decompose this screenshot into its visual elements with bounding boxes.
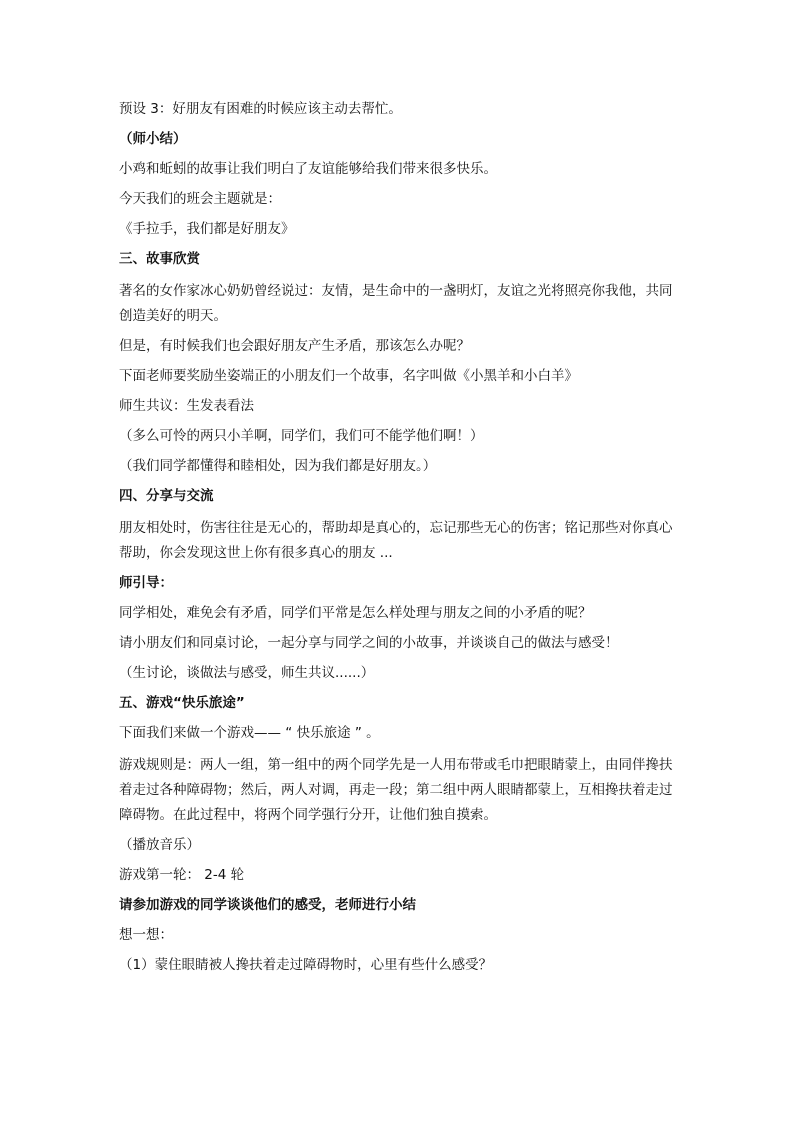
- conflict-question-line: 但是，有时候我们也会跟好朋友产生矛盾，那该怎么办呢？: [119, 338, 470, 354]
- document-body: [119, 99, 679, 985]
- game-feedback-line: 请参加游戏的同学谈谈他们的感受，老师进行小结: [119, 897, 416, 913]
- students-discuss-line: （生讨论，谈做法与感受，师生共议......）: [119, 665, 375, 681]
- bingxin-quote-paragraph: 著名的女作家冰心奶奶曾经说过：友情，是生命中的一盏明灯，友谊之光将照亮你我他，共同创造美好的明天。: [119, 283, 673, 324]
- teacher-guide-label: 师引导：: [119, 575, 173, 591]
- pitiful-lambs-line: （多么可怜的两只小羊啊，同学们，我们可不能学他们啊！）: [119, 428, 484, 444]
- story-intro-line: 下面老师要奖励坐姿端正的小朋友们一个故事，名字叫做《小黑羊和小白羊》: [119, 368, 578, 384]
- section-4-heading: 四、分享与交流: [119, 488, 214, 504]
- game-rules-paragraph: 游戏规则是：两人一组，第一组中的两个同学先是一人用布带或毛巾把眼睛蒙上，由同伴搀扶着走过各种障碍物；然后，两人对调，再走一段；第二组中两人眼睛都蒙上，互相搀扶着走过障碍物。在此过程中，将两个同学强行分开，让他们独自摸索。: [119, 757, 673, 823]
- play-music-line: （播放音乐）: [119, 837, 200, 853]
- classmates-conflict-line: 同学相处，难免会有矛盾，同学们平常是怎么样处理与朋友之间的小矛盾的呢？: [119, 605, 592, 621]
- game-intro-line: 下面我们来做一个游戏—— “ 快乐旅途 ” 。: [119, 725, 380, 741]
- preset-3-line: 预设 3：好朋友有困难的时候应该主动去帮忙。: [119, 101, 402, 117]
- section-3-heading: 三、故事欣赏: [119, 251, 200, 267]
- chick-earthworm-line: 小鸡和蚯蚓的故事让我们明白了友谊能够给我们带来很多快乐。: [119, 161, 497, 177]
- game-round-line: 游戏第一轮： 2-4 轮: [119, 867, 245, 883]
- harmony-line: （我们同学都懂得和睦相处，因为我们都是好朋友。）: [119, 458, 437, 474]
- teacher-summary-label: （师小结）: [119, 131, 187, 147]
- friendship-paragraph: 朋友相处时，伤害往往是无心的，帮助却是真心的，忘记那些无心的伤害；铭记那些对你真心帮助，你会发现这世上你有很多真心的朋友 ...: [119, 520, 673, 561]
- deskmate-discussion-line: 请小朋友们和同桌讨论，一起分享与同学之间的小故事，并谈谈自己的做法与感受！: [119, 635, 619, 651]
- theme-intro-line: 今天我们的班会主题就是：: [119, 191, 281, 207]
- section-5-heading: 五、游戏“快乐旅途”: [119, 695, 245, 711]
- discussion-line: 师生共议：生发表看法: [119, 398, 254, 414]
- think-label-line: 想一想：: [119, 927, 173, 943]
- question-1-line: （1）蒙住眼睛被人搀扶着走过障碍物时，心里有些什么感受？: [119, 957, 493, 973]
- theme-title-line: 《手拉手，我们都是好朋友》: [119, 221, 295, 237]
